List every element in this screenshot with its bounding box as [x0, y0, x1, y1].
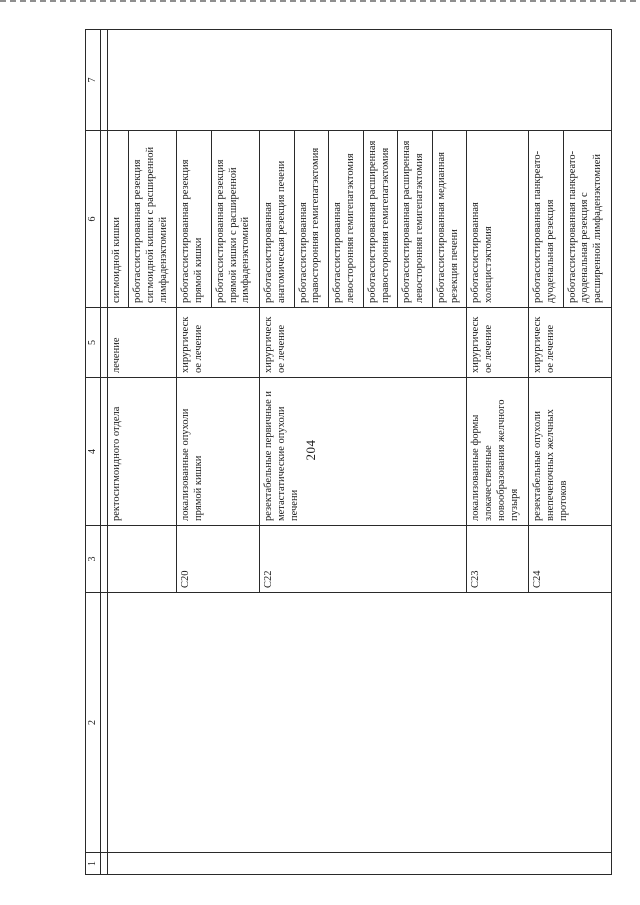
patient-model: локализованные опухоли прямой кишки [177, 378, 260, 526]
spacer-row [101, 30, 108, 875]
page-number: 204 [303, 439, 318, 461]
treatment-type: лечение [108, 308, 177, 378]
table-row [108, 30, 129, 875]
header-row [86, 30, 101, 875]
header-cell: 1 [86, 853, 101, 875]
treatment-method: роботассистированная анатомическая резекция печени [260, 131, 295, 308]
col7-cell [108, 30, 612, 131]
diagnosis-code: C23 [467, 526, 529, 593]
treatment-method: роботассистированная резекция прямой кишки [177, 131, 212, 308]
diagnosis-code: C24 [529, 526, 612, 593]
treatment-method: роботассистированная панкреато-дуоденальная резекция [529, 131, 564, 308]
diagnosis-code [108, 526, 177, 593]
header-cell: 6 [86, 131, 101, 308]
patient-model: резектабельные первичные и метастатические опухоли печени [260, 378, 467, 526]
treatment-type: хирургическое лечение [177, 308, 260, 378]
treatment-method: роботассистированная правосторонняя гемигепатэктомия [294, 131, 329, 308]
treatment-method: роботассистированная холецистэктомия [467, 131, 529, 308]
treatment-method: роботассистированная резекция сигмоидной кишки с расширенной лимфаденэктомией [129, 131, 177, 308]
header-cell: 7 [86, 30, 101, 131]
treatment-type: хирургическое лечение [529, 308, 612, 378]
patient-model: локализованные формы злокачественные новообразования желчного пузыря [467, 378, 529, 526]
treatment-method: роботассистированная левосторонняя гемигепатэктомия [329, 131, 364, 308]
patient-model: резектабельные опухоли внепеченочных желчных протоков [529, 378, 612, 526]
header-cell: 2 [86, 593, 101, 853]
treatment-method: роботассистированная медианная резекция печени [432, 131, 467, 308]
col1-cell [108, 853, 612, 875]
treatment-type: хирургическое лечение [260, 308, 467, 378]
treatment-method: роботассистированная расширенная правосторонняя гемигепатэктомия [363, 131, 398, 308]
patient-model: ректосигмоидного отдела [108, 378, 177, 526]
scan-edge [0, 0, 640, 2]
treatment-method: роботассистированная панкреато-дуоденальная резекция с расширенной лимфаденэктомией [563, 131, 611, 308]
data-table [85, 29, 612, 875]
treatment-method: роботассистированная расширенная левосторонняя гемигепатэктомия [398, 131, 433, 308]
diagnosis-code: C22 [260, 526, 467, 593]
header-cell: 3 [86, 526, 101, 593]
header-cell: 4 [86, 378, 101, 526]
diagnosis-code: C20 [177, 526, 260, 593]
header-cell: 5 [86, 308, 101, 378]
rotated-table-wrapper [85, 30, 612, 875]
col2-cell [108, 593, 612, 853]
treatment-method: сигмоидной кишки [108, 131, 129, 308]
treatment-type: хирургическое лечение [467, 308, 529, 378]
treatment-method: роботассистированная резекция прямой кишки с расширенной лимфаденэктомией [211, 131, 259, 308]
